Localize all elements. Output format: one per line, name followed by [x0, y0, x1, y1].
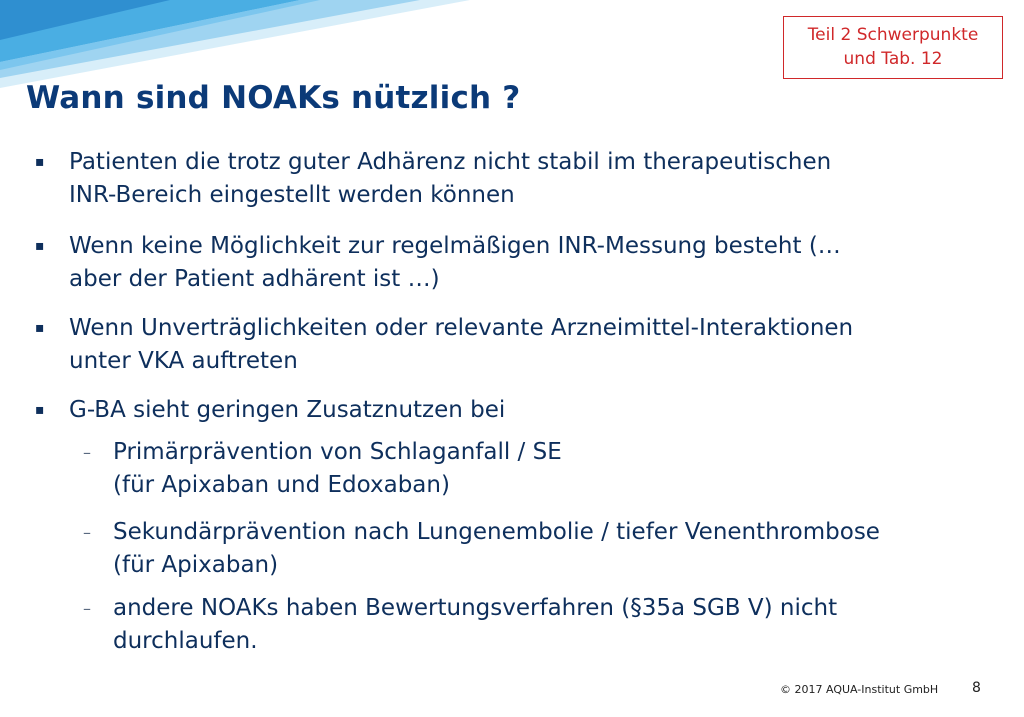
square-bullet-icon: ▪: [35, 402, 45, 418]
subbullet-line: (für Apixaban): [113, 552, 279, 578]
slide-title: Wann sind NOAKs nützlich ?: [26, 80, 521, 116]
bullet-item: [35, 230, 841, 296]
subbullet-line: (für Apixaban und Edoxaban): [113, 472, 450, 498]
square-bullet-icon: ▪: [35, 238, 45, 254]
subbullet-line: Primärprävention von Schlaganfall / SE: [113, 439, 562, 465]
square-bullet-icon: ▪: [35, 320, 45, 336]
subbullet-line: Sekundärprävention nach Lungenembolie / tiefer Venenthrombose: [113, 519, 880, 545]
note-line-1: Teil 2 Schwerpunkte: [807, 25, 979, 45]
dash-bullet-icon: –: [83, 523, 91, 542]
bullet-line: Wenn keine Möglichkeit zur regelmäßigen INR-Messung besteht (…: [69, 233, 841, 259]
note-line-2: und Tab. 12: [843, 49, 943, 69]
bullet-line: INR-Bereich eingestellt werden können: [69, 182, 515, 208]
reference-note-box: [783, 16, 1003, 79]
subbullet-line: durchlaufen.: [113, 628, 258, 654]
square-bullet-icon: ▪: [35, 154, 45, 170]
subbullet-item: [83, 516, 880, 582]
footer-copyright: © 2017 AQUA-Institut GmbH: [780, 683, 939, 696]
subbullet-item: [83, 436, 562, 502]
bullet-item: [35, 394, 506, 427]
subbullet-line: andere NOAKs haben Bewertungsverfahren (§35a SGB V) nicht: [113, 595, 838, 621]
page-number: 8: [972, 680, 981, 696]
dash-bullet-icon: –: [83, 443, 91, 462]
bullet-line: aber der Patient adhärent ist …): [69, 266, 440, 292]
bullet-item: [35, 146, 832, 212]
bullet-line: G-BA sieht geringen Zusatznutzen bei: [69, 397, 506, 423]
bullet-line: Patienten die trotz guter Adhärenz nicht stabil im therapeutischen: [69, 149, 832, 175]
bullet-line: unter VKA auftreten: [69, 348, 298, 374]
dash-bullet-icon: –: [83, 599, 91, 618]
bullet-line: Wenn Unverträglichkeiten oder relevante Arzneimittel-Interaktionen: [69, 315, 854, 341]
subbullet-item: [83, 592, 838, 658]
bullet-item: [35, 312, 854, 378]
